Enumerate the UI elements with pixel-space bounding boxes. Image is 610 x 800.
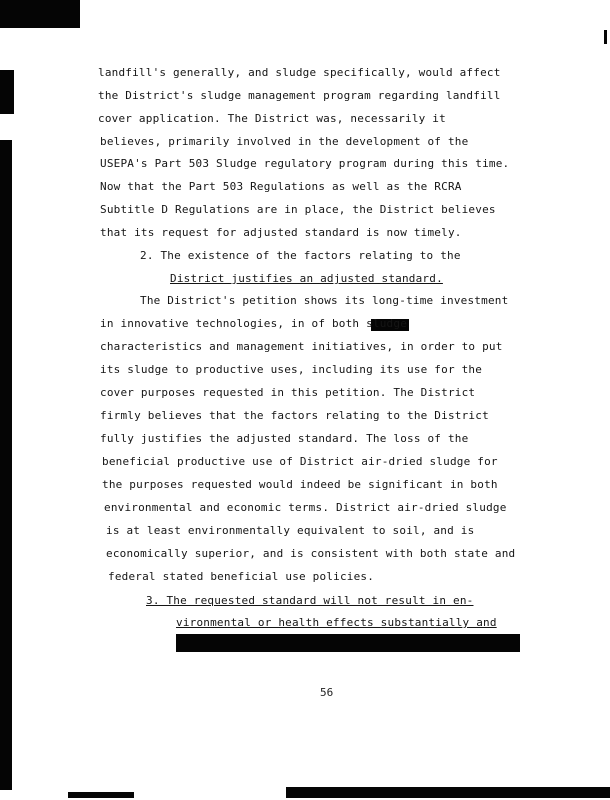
- section-heading-2: 2. The existence of the factors relating to the: [140, 249, 461, 262]
- body-line: characteristics and management initiatives, in order to put: [100, 340, 503, 353]
- body-line: environmental and economic terms. District air-dried sludge: [104, 501, 507, 514]
- body-line: cover purposes requested in this petition. The District: [100, 386, 476, 399]
- body-line: the District's sludge management program regarding landfill: [98, 89, 501, 102]
- body-line: cover application. The District was, necessarily it: [98, 112, 446, 125]
- body-line: believes, primarily involved in the development of the: [100, 135, 469, 148]
- body-line: Subtitle D Regulations are in place, the District believes: [100, 203, 496, 216]
- body-line: its sludge to productive uses, including its use for the: [100, 363, 483, 376]
- page-number: 56: [320, 686, 334, 699]
- scan-artifact-right-speck: [604, 30, 607, 44]
- scan-artifact-left-edge: [0, 140, 12, 790]
- body-line: is at least environmentally equivalent to soil, and is: [106, 524, 475, 537]
- body-line: economically superior, and is consistent with both state and: [106, 547, 516, 560]
- body-line: landfill's generally, and sludge specifically, would affect: [98, 66, 501, 79]
- section-heading-3: 3. The requested standard will not result in en-: [146, 594, 474, 607]
- scan-artifact-top-left: [0, 0, 80, 28]
- body-line: firmly believes that the factors relating to the District: [100, 409, 489, 422]
- scan-artifact-left-edge-upper: [0, 70, 14, 114]
- body-line: federal stated beneficial use policies.: [108, 570, 375, 583]
- redaction-bar: [176, 634, 520, 652]
- body-line: The District's petition shows its long-time investment: [140, 294, 509, 307]
- body-line: Now that the Part 503 Regulations as well as the RCRA: [100, 180, 462, 193]
- section-heading-3-cont: vironmental or health effects substantially and: [176, 616, 497, 629]
- section-heading-2-cont: District justifies an adjusted standard.: [170, 272, 443, 285]
- body-line: in innovative technologies, in of both sludge: [100, 317, 408, 330]
- body-line: USEPA's Part 503 Sludge regulatory program during this time.: [100, 157, 510, 170]
- body-line: that its request for adjusted standard is now timely.: [100, 226, 462, 239]
- scan-artifact-bottom-left: [68, 792, 134, 798]
- body-line: beneficial productive use of District air-dried sludge for: [102, 455, 498, 468]
- body-line: fully justifies the adjusted standard. The loss of the: [100, 432, 469, 445]
- body-line: the purposes requested would indeed be significant in both: [102, 478, 498, 491]
- scan-artifact-bottom-right: [286, 787, 610, 798]
